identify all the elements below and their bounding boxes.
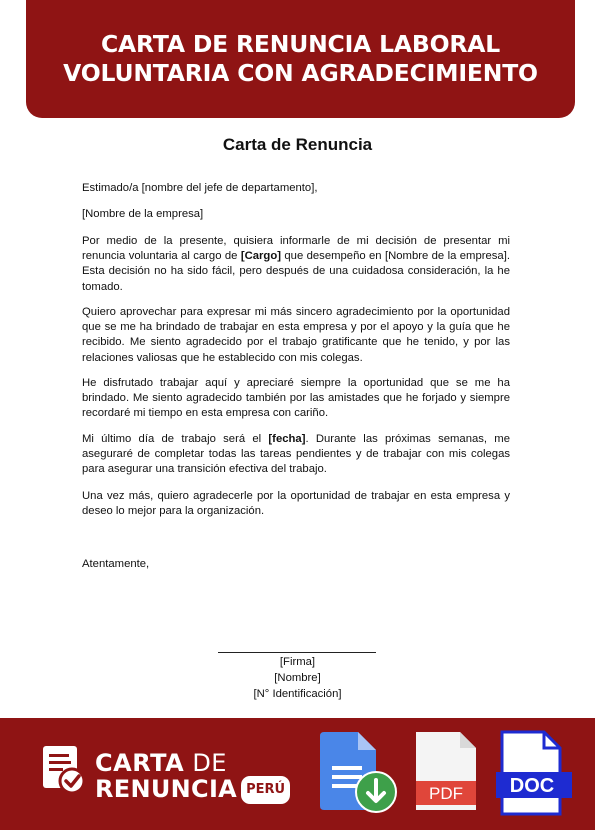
- p4-text-a: Mi último día de trabajo será el: [82, 433, 269, 445]
- brand-line-1: [95, 750, 227, 776]
- p5-text: Una vez más, quiero agradecerle por la oportunidad de trabajar en esta empresa y deseo lo mejor para la organización.: [82, 490, 510, 518]
- closing-text: Atentamente,: [82, 558, 150, 570]
- pdf-file-icon[interactable]: [414, 730, 478, 812]
- company-text: [Nombre de la empresa]: [82, 208, 204, 220]
- banner-title-line2: VOLUNTARIA CON AGRADECIMIENTO: [63, 59, 538, 87]
- banner-title: [26, 30, 575, 88]
- p4-fecha: [fecha]: [268, 433, 306, 445]
- closing: [82, 557, 510, 572]
- p4-text-c: . Durante las próximas semanas, me aseguraré de completar todas las tareas pendientes y de trabajar con mis colegas para asegurar una transición efectiva del trabajo.: [82, 433, 511, 476]
- brand-word-renuncia: RENUNCIA: [95, 775, 238, 803]
- p2-text: Quiero aprovechar para expresar mi más sincero agradecimiento por la oportunidad que se me ha brindado de trabajar en esta empresa y por el apoyo y la guía que he recibido. Me siento agradecido por el trabajo gratificante que he tenido, y por las relaciones valiosas que he establecido con mis colegas.: [82, 306, 510, 364]
- salutation: [82, 181, 510, 196]
- document-check-icon: [42, 745, 86, 795]
- p3-text: He disfrutado trabajar aquí y apreciaré siempre la oportunidad que se me ha brindado. Me siento agradecido también por las amistades que he forjado y siempre recordaré mi tiempo en esta empresa con cariño.: [82, 377, 510, 420]
- paragraph-4: [82, 432, 510, 478]
- brand-line-2: [95, 776, 290, 804]
- signature-line: [218, 652, 376, 653]
- brand-badge-peru: PERÚ: [241, 776, 290, 804]
- signature-label: [Firma]: [279, 656, 316, 668]
- paragraph-5: [82, 489, 510, 519]
- pdf-label: PDF: [429, 784, 463, 803]
- document-title: Carta de Renuncia: [222, 135, 373, 154]
- p1-text-c: que desempeño en [Nombre de la empresa]. Esta decisión no ha sido fácil, pero después de una cuidadosa consideración, la he tomado.: [82, 250, 510, 293]
- brand-word-de: DE: [192, 749, 227, 777]
- google-docs-download-icon[interactable]: [318, 730, 398, 814]
- brand-word-carta: CARTA: [95, 749, 185, 777]
- banner-title-line1: CARTA DE RENUNCIA LABORAL: [100, 30, 501, 58]
- paragraph-3: [82, 376, 510, 422]
- paragraph-1: [82, 234, 510, 295]
- p1-text-a: Por medio de la presente, quisiera informarle de mi decisión de presentar mi renuncia voluntaria al cargo de: [82, 235, 510, 263]
- company-line: [82, 207, 510, 222]
- word-doc-file-icon[interactable]: [494, 730, 576, 818]
- name-label: [Nombre]: [274, 672, 321, 684]
- p1-cargo: [Cargo]: [240, 250, 281, 263]
- doc-label: DOC: [509, 775, 555, 797]
- salutation-text: Estimado/a [nombre del jefe de departamento],: [82, 182, 318, 194]
- id-label: [N° Identificación]: [253, 688, 342, 700]
- paragraph-2: [82, 305, 510, 366]
